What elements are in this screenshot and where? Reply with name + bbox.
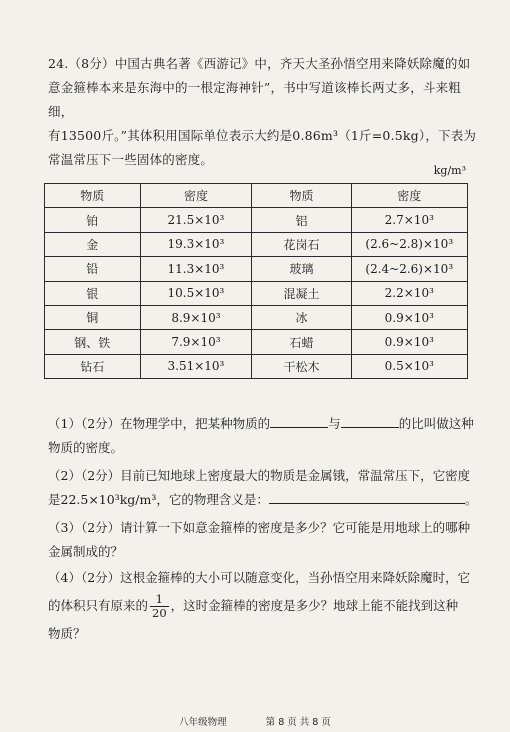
- header-substance-1: 物质: [45, 184, 141, 208]
- density-unit-label: kg/m³: [433, 164, 466, 177]
- table-cell: 混凝土: [252, 281, 351, 305]
- table-cell: 2.2×10³: [351, 281, 467, 305]
- intro-line-1: 24.（8分）中国古典名著《西游记》中，齐天大圣孙悟空用来降妖除魔的如: [48, 56, 471, 71]
- question-3-line-2: 金属制成的？: [48, 544, 124, 559]
- question-1-text-a: （1）（2分）在物理学中，把某种物质的: [48, 416, 271, 431]
- question-1-line-2: 物质的密度。: [48, 440, 124, 455]
- table-cell: 花岗石: [252, 232, 351, 256]
- intro-line-3: 有13500斤。”其体积用国际单位表示大约是0.86m³（1斤=0.5kg），下表为: [48, 128, 477, 143]
- table-row: [45, 330, 468, 354]
- footer-page-number: 第 8 页 共 8 页: [265, 717, 331, 728]
- table-cell: 10.5×10³: [140, 281, 252, 305]
- question-4-line-1: （4）（2分）这根金箍棒的大小可以随意变化，当孙悟空用来降妖除魔时，它: [48, 570, 471, 585]
- header-density-1: 密度: [140, 184, 252, 208]
- table-cell: 0.9×10³: [351, 330, 467, 354]
- question-1-line-1: [48, 412, 478, 436]
- table-cell: (2.4~2.6)×10³: [351, 257, 467, 281]
- table-cell: 19.3×10³: [140, 232, 252, 256]
- question-4: [48, 566, 478, 646]
- question-1: [48, 412, 478, 460]
- table-cell: 2.7×10³: [351, 208, 467, 232]
- table-cell: 7.9×10³: [140, 330, 252, 354]
- table-row: [45, 305, 468, 329]
- table-cell: 玻璃: [252, 257, 351, 281]
- table-cell: 铅: [45, 257, 141, 281]
- question-4-line-2: [48, 590, 478, 622]
- table-cell: 金: [45, 232, 141, 256]
- question-4-text-b: 的体积只有原来的: [48, 598, 149, 613]
- table-cell: 石蜡: [252, 330, 351, 354]
- table-cell: 21.5×10³: [140, 208, 252, 232]
- question-2-line-2: [48, 488, 478, 512]
- question-3-line-1: （3）（2分）请计算一下如意金箍棒的密度是多少？它可能是用地球上的哪种: [48, 520, 471, 535]
- table-cell: 钢、铁: [45, 330, 141, 354]
- density-table: [44, 183, 468, 379]
- table-cell: 铜: [45, 305, 141, 329]
- table-cell: 铝: [252, 208, 351, 232]
- table-cell: 银: [45, 281, 141, 305]
- fraction-denominator: 20: [152, 606, 167, 620]
- question-2-text-b: 是22.5×10³kg/m³，它的物理含义是：: [48, 492, 269, 507]
- question-2-line-1: （2）（2分）目前已知地球上密度最大的物质是金属锇，常温常压下，它密度: [48, 468, 471, 483]
- question-1-text-c: 的比叫做这种: [398, 416, 474, 431]
- table-cell: 冰: [252, 305, 351, 329]
- question-4-text-c: ，这时金箍棒的密度是多少？地球上能不能找到这种: [170, 598, 459, 613]
- fraction-one-twentieth: [150, 593, 169, 620]
- table-cell: 0.9×10³: [351, 305, 467, 329]
- table-cell: 钻石: [45, 354, 141, 378]
- fraction-numerator: 1: [150, 593, 169, 607]
- table-cell: 11.3×10³: [140, 257, 252, 281]
- table-cell: (2.6~2.8)×10³: [351, 232, 467, 256]
- question-24-intro: [48, 52, 478, 172]
- header-density-2: 密度: [351, 184, 467, 208]
- question-1-text-b: 与: [328, 416, 341, 431]
- intro-line-2: 意金箍棒本来是东海中的一根定海神针”，书中写道该棒长两丈多，斗来粗细，: [48, 80, 461, 119]
- answer-blank-3[interactable]: [269, 489, 465, 504]
- question-2: [48, 464, 478, 512]
- table-cell: 铂: [45, 208, 141, 232]
- table-row: [45, 281, 468, 305]
- header-substance-2: 物质: [252, 184, 351, 208]
- table-cell: 3.51×10³: [140, 354, 252, 378]
- answer-blank-2[interactable]: [341, 413, 399, 428]
- page-footer: [0, 714, 510, 728]
- table-cell: 干松木: [252, 354, 351, 378]
- table-row: [45, 232, 468, 256]
- table-row: [45, 354, 468, 378]
- table-header-row: [45, 184, 468, 208]
- footer-subject: 八年级物理: [179, 717, 227, 728]
- table-cell: 8.9×10³: [140, 305, 252, 329]
- table-cell: 0.5×10³: [351, 354, 467, 378]
- question-4-line-3: 物质？: [48, 626, 86, 641]
- intro-line-4: 常温常压下一些固体的密度。: [48, 152, 214, 167]
- question-2-end: 。: [464, 492, 478, 507]
- answer-blank-1[interactable]: [270, 413, 328, 428]
- question-3: [48, 516, 478, 564]
- table-row: [45, 208, 468, 232]
- table-row: [45, 257, 468, 281]
